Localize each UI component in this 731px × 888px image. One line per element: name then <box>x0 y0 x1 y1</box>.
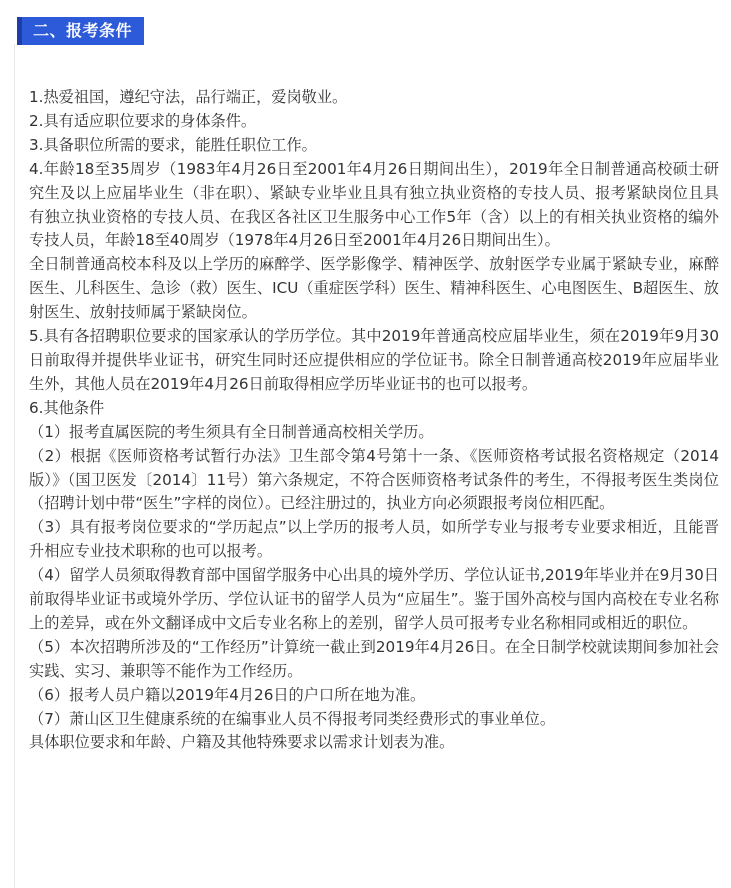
paragraph-6-6: （6）报考人员户籍以2019年4月26日的户口所在地为准。 <box>29 685 426 704</box>
left-border-line <box>14 44 15 888</box>
article-body <box>29 86 719 755</box>
paragraph-6-4: （4）留学人员须取得教育部中国留学服务中心出具的境外学历、学位认证书,2019年毕业并在9月30日前取得毕业证书或境外学历、学位认证书的留学人员为“应届生”。鉴于国外高校与国内高校在专业名称上的差异，或在外文翻译成中文后专业名称上的差别，留学人员可报考专业名称相同或相近的职位。 <box>29 566 719 632</box>
paragraph-3: 3.具备职位所需的要求，能胜任职位工作。 <box>29 135 317 154</box>
paragraph-6-heading: 6.其他条件 <box>29 398 105 417</box>
paragraph-6-1: （1）报考直属医院的考生须具有全日制普通高校相关学历。 <box>29 422 434 441</box>
paragraph-closing: 具体职位要求和年龄、户籍及其他特殊要求以需求计划表为准。 <box>29 733 455 752</box>
paragraph-6-7: （7）萧山区卫生健康系统的在编事业人员不得报考同类经费形式的事业单位。 <box>29 709 556 728</box>
paragraph-6-5: （5）本次招聘所涉及的“工作经历”计算统一截止到2019年4月26日。在全日制学校就读期间参加社会实践、实习、兼职等不能作为工作经历。 <box>29 637 719 680</box>
section-header <box>17 17 144 45</box>
paragraph-2: 2.具有适应职位要求的身体条件。 <box>29 111 257 130</box>
paragraph-1: 1.热爱祖国，遵纪守法，品行端正，爱岗敬业。 <box>29 88 348 106</box>
paragraph-6-2: （2）根据《医师资格考试暂行办法》卫生部令第4号第十一条、《医师资格考试报名资格规定（2014版）》（国卫医发〔2014〕11号）第六条规定，不符合医师资格考试条件的考生，不得报考医生类岗位（招聘计划中带“医生”字样的岗位）。已经注册过的，执业方向必须跟报考岗位相匹配。 <box>29 446 719 513</box>
paragraph-4: 4.年龄18至35周岁（1983年4月26日至2001年4月26日期间出生），2019年全日制普通高校硕士研究生及以上应届毕业生（非在职）、紧缺专业毕业且具有独立执业资格的专技人员、报考紧缺岗位且具有独立执业资格的专技人员、在我区各社区卫生服务中心工作5年（含）以上的有相关执业资格的编外专技人员，年龄18至40周岁（1978年4月26日至2001年4月26日期间出生）。 <box>29 159 719 250</box>
paragraph-shortage-majors: 全日制普通高校本科及以上学历的麻醉学、医学影像学、精神医学、放射医学专业属于紧缺专业，麻醉医生、儿科医生、急诊（救）医生、ICU（重症医学科）医生、精神科医生、心电图医生、B超医生、放射医生、放射技师属于紧缺岗位。 <box>29 255 719 322</box>
section-title: 二、报考条件 <box>22 17 144 45</box>
paragraph-6-3: （3）具有报考岗位要求的“学历起点”以上学历的报考人员，如所学专业与报考专业要求相近，且能晋升相应专业技术职称的也可以报考。 <box>29 518 719 561</box>
paragraph-5: 5.具有各招聘职位要求的国家承认的学历学位。其中2019年普通高校应届毕业生，须在2019年9月30日前取得并提供毕业证书，研究生同时还应提供相应的学位证书。除全日制普通高校2019年应届毕业生外，其他人员在2019年4月26日前取得相应学历毕业证书的也可以报考。 <box>29 327 719 393</box>
